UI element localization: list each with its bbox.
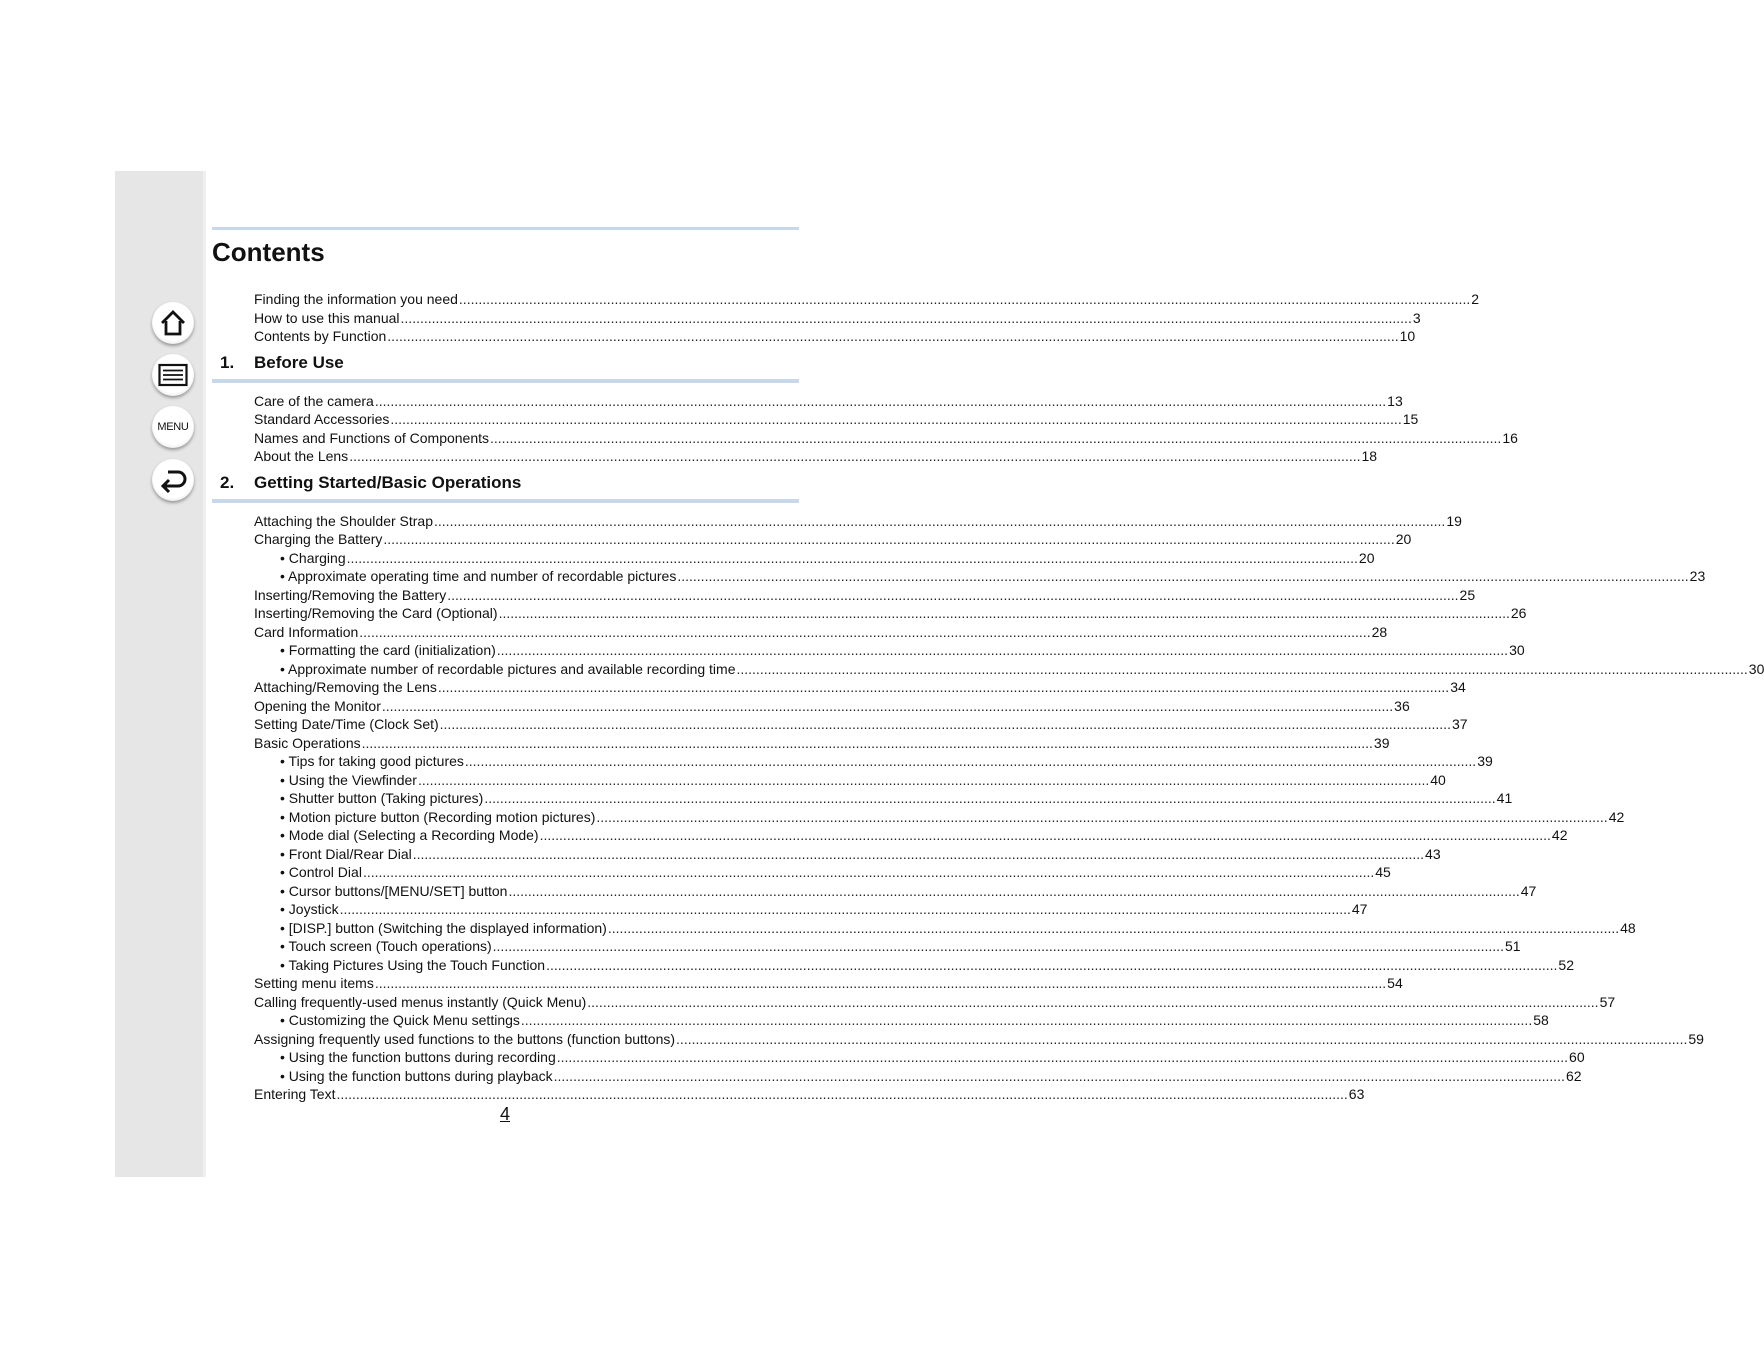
toc-entry-page: 51 [1504,938,1521,954]
toc-entry[interactable] [212,392,1403,411]
section-number: 2. [220,472,235,492]
toc-leader-dots: .................................................................................................................................................................................................................................................................... [484,790,1496,806]
toc-entry-page: 2 [1471,291,1480,307]
toc-leader-dots: .................................................................................................................................................................................................................................................................... [496,642,1509,658]
toc-entry-page: 3 [1412,309,1421,326]
toc-leader-dots: .................................................................................................................................................................................................................................................................... [387,328,1399,344]
toc-entry[interactable] [212,410,1419,429]
toc-leader-dots: .................................................................................................................................................................................................................................................................... [374,392,1387,409]
toc-entry[interactable] [212,429,1518,448]
toc-leader-dots: .................................................................................................................................................................................................................................................................... [447,586,1459,603]
toc-entry-page: 54 [1387,975,1403,991]
toc-entry[interactable] [212,937,1521,956]
toc-entry-label: • Approximate number of recordable pictures and available recording time [280,660,736,677]
toc-entry-page: 20 [1358,549,1375,566]
toc-leader-dots: .................................................................................................................................................................................................................................................................... [336,1086,1348,1102]
menu-label: MENU [157,421,189,433]
toc-entry-page: 28 [1371,623,1388,640]
toc-entry-label: • Approximate operating time and number of recordable pictures [280,568,677,584]
toc-entry[interactable] [212,1030,1704,1049]
toc-entry-label: • Tips for taking good pictures [280,753,464,769]
toc-entry[interactable] [212,771,1446,790]
toc-entry-label: • Joystick [280,901,339,917]
toc-leader-dots: .................................................................................................................................................................................................................................................................... [520,1012,1533,1028]
toc-leader-dots: .................................................................................................................................................................................................................................................................... [412,845,1425,862]
toc-entry[interactable] [212,845,1441,864]
section-title: Before Use [254,352,344,372]
toc-leader-dots: .................................................................................................................................................................................................................................................................... [374,975,1387,991]
back-button[interactable] [152,459,194,501]
section-rule [212,379,799,383]
toc-entry-page: 16 [1502,429,1518,446]
toc-entry-label: • Using the function buttons during recording [280,1049,556,1065]
toc-entry-label: Care of the camera [254,392,374,409]
toc-entry[interactable] [212,919,1636,938]
toc-entry[interactable] [212,993,1616,1012]
toc-leader-dots: .................................................................................................................................................................................................................................................................... [553,1067,1565,1084]
page-number[interactable]: 4 [500,1104,511,1124]
toc-entry-label: Card Information [254,623,359,640]
toc-entry-page: 10 [1399,328,1416,344]
toc-leader-dots: .................................................................................................................................................................................................................................................................... [677,568,1689,584]
toc-entry-page: 20 [1395,531,1412,547]
toc-entry-page: 48 [1620,919,1636,936]
toc-entry-page: 42 [1551,827,1568,843]
toc-entry[interactable] [212,309,1421,328]
toc-entry-page: 19 [1446,512,1462,529]
toc-leader-dots: .................................................................................................................................................................................................................................................................... [362,864,1375,880]
toc-entry-label: • Customizing the Quick Menu settings [280,1012,520,1028]
toc-entry-label: About the Lens [254,448,349,464]
toc-leader-dots: .................................................................................................................................................................................................................................................................... [400,309,1412,326]
toc-leader-dots: .................................................................................................................................................................................................................................................................... [390,411,1402,427]
back-arrow-icon [159,467,187,493]
toc-leader-dots: .................................................................................................................................................................................................................................................................... [434,512,1446,529]
toc-leader-dots: .................................................................................................................................................................................................................................................................... [546,956,1558,973]
toc-entry[interactable] [212,1085,1365,1104]
toc-leader-dots: .................................................................................................................................................................................................................................................................... [596,808,1608,825]
menu-list-button[interactable] [152,406,194,448]
toc-entry-page: 18 [1361,448,1378,464]
toc-leader-dots: .................................................................................................................................................................................................................................................................... [607,919,1620,936]
toc-entry-page: 39 [1373,734,1390,751]
toc-entry[interactable] [212,327,1416,346]
toc-entry-page: 23 [1689,568,1706,584]
toc-entry[interactable] [212,882,1537,901]
toc-entry[interactable] [212,789,1513,808]
toc-entry-label: • Charging [280,549,346,566]
toc-entry[interactable] [212,863,1391,882]
toc-entry[interactable] [212,604,1527,623]
toc-entry-label: • Shutter button (Taking pictures) [280,790,484,806]
toc-entry[interactable] [212,1067,1582,1086]
toc-entry-page: 13 [1387,392,1403,409]
toc-entry[interactable] [212,641,1525,660]
toc-entry-label: Entering Text [254,1086,336,1102]
toc-entry[interactable] [212,974,1403,993]
toc-entry[interactable] [212,1048,1585,1067]
toc-leader-dots: .................................................................................................................................................................................................................................................................... [339,901,1351,917]
toc-entry-label: Inserting/Removing the Battery [254,586,447,603]
toc-entry-page: 47 [1520,882,1537,899]
toc-entry-page: 36 [1394,697,1410,714]
toc-leader-dots: .................................................................................................................................................................................................................................................................... [437,679,1450,695]
toc-leader-dots: .................................................................................................................................................................................................................................................................... [508,882,1520,899]
page-title: Contents [212,237,325,267]
toc-entry[interactable] [212,956,1574,975]
toc-entry-label: • Mode dial (Selecting a Recording Mode) [280,827,539,843]
toc-leader-dots: .................................................................................................................................................................................................................................................................... [736,660,1748,677]
toc-leader-dots: .................................................................................................................................................................................................................................................................... [587,993,1599,1010]
toc-entry[interactable] [212,660,1764,679]
toc-leader-dots: .................................................................................................................................................................................................................................................................... [359,623,1371,640]
toc-entry-label: How to use this manual [254,309,400,326]
toc-leader-dots: .................................................................................................................................................................................................................................................................... [346,549,1358,566]
toc-entry-label: Assigning frequently used functions to the buttons (function buttons) [254,1030,676,1047]
toc-entry-page: 60 [1569,1049,1585,1065]
toc-entry[interactable] [212,697,1410,716]
toc-entry-label: Names and Functions of Components [254,429,490,446]
toc-entry-page: 57 [1599,993,1616,1010]
toc-entry-page: 47 [1351,901,1368,917]
toc-entry[interactable] [212,900,1368,919]
toc-entry-page: 58 [1533,1012,1549,1028]
toc-entry[interactable] [212,290,1480,309]
toc-entry-page: 63 [1348,1086,1365,1102]
toc-leader-dots: .................................................................................................................................................................................................................................................................... [381,697,1394,714]
toc-entry-label: Setting menu items [254,975,374,991]
toc-entry-label: Attaching/Removing the Lens [254,679,437,695]
toc-leader-dots: .................................................................................................................................................................................................................................................................... [490,429,1502,446]
toc-entry-label: • Touch screen (Touch operations) [280,938,492,954]
toc-entry[interactable] [212,586,1476,605]
toc-entry-page: 30 [1509,642,1525,658]
toc-entry[interactable] [212,808,1625,827]
toc-entry-label: • Front Dial/Rear Dial [280,845,412,862]
toc-entry-label: Opening the Monitor [254,697,381,714]
toc-entry-page: 34 [1450,679,1466,695]
section-number: 1. [220,352,235,372]
toc-entry-label: Charging the Battery [254,531,383,547]
toc-entry[interactable] [212,530,1412,549]
toc-entry-label: • Using the Viewfinder [280,771,417,788]
toc-entry[interactable] [212,715,1468,734]
toc-leader-dots: .................................................................................................................................................................................................................................................................... [349,448,1361,464]
toc-entry-page: 62 [1565,1067,1582,1084]
toc-entry[interactable] [212,512,1462,531]
toc-entry-page: 40 [1430,771,1446,788]
toc-entry-label: Attaching the Shoulder Strap [254,512,434,529]
toc-leader-dots: .................................................................................................................................................................................................................................................................... [464,753,1477,769]
section-heading[interactable] [212,346,799,390]
toc-entry-page: 15 [1402,411,1419,427]
toc-entry[interactable] [212,1011,1549,1030]
toc-entry-label: Calling frequently-used menus instantly (Quick Menu) [254,993,587,1010]
toc-entry-page: 26 [1510,605,1527,621]
toc-leader-dots: .................................................................................................................................................................................................................................................................... [458,291,1471,307]
toc-entry-page: 52 [1558,956,1574,973]
toc-entry-page: 43 [1425,845,1441,862]
toc-entry[interactable] [212,678,1466,697]
toc-entry-page: 25 [1459,586,1476,603]
contents-button[interactable] [152,354,194,396]
section-heading[interactable] [212,466,799,510]
toc-entry-label: Inserting/Removing the Card (Optional) [254,605,498,621]
table-of-contents [212,290,1764,1104]
toc-entry[interactable] [212,826,1568,845]
title-rule [212,227,799,230]
toc-entry[interactable] [212,447,1378,466]
side-navigation-bar [115,171,206,1177]
toc-entry-label: Setting Date/Time (Clock Set) [254,716,439,732]
toc-leader-dots: .................................................................................................................................................................................................................................................................... [439,716,1451,732]
toc-leader-dots: .................................................................................................................................................................................................................................................................... [539,827,1551,843]
section-rule [212,499,799,503]
section-title: Getting Started/Basic Operations [254,472,522,492]
toc-entry[interactable] [212,752,1493,771]
toc-entry[interactable] [212,549,1375,568]
toc-entry-page: 59 [1688,1030,1704,1047]
toc-entry-label: • Control Dial [280,864,362,880]
toc-entry-label: • Formatting the card (initialization) [280,642,496,658]
toc-entry-page: 39 [1477,753,1493,769]
list-icon [158,363,188,387]
toc-leader-dots: .................................................................................................................................................................................................................................................................... [676,1030,1688,1047]
toc-entry[interactable] [212,623,1388,642]
toc-entry-label: • Taking Pictures Using the Touch Function [280,956,546,973]
home-icon [159,309,187,337]
toc-entry-page: 30 [1748,660,1764,677]
toc-entry-page: 37 [1451,716,1468,732]
toc-entry-label: Standard Accessories [254,411,390,427]
toc-entry-page: 45 [1375,864,1391,880]
toc-entry-label: • Motion picture button (Recording motion pictures) [280,808,596,825]
toc-entry-label: • Cursor buttons/[MENU/SET] button [280,882,508,899]
toc-leader-dots: .................................................................................................................................................................................................................................................................... [361,734,1373,751]
toc-leader-dots: .................................................................................................................................................................................................................................................................... [498,605,1510,621]
toc-entry-label: Basic Operations [254,734,361,751]
toc-leader-dots: .................................................................................................................................................................................................................................................................... [556,1049,1569,1065]
toc-entry[interactable] [212,734,1390,753]
toc-entry-label: Finding the information you need [254,291,458,307]
toc-entry-label: • Using the function buttons during playback [280,1067,553,1084]
toc-leader-dots: .................................................................................................................................................................................................................................................................... [383,531,1395,547]
home-button[interactable] [152,302,194,344]
toc-entry-label: • [DISP.] button (Switching the displayed information) [280,919,607,936]
toc-entry-page: 42 [1608,808,1625,825]
toc-leader-dots: .................................................................................................................................................................................................................................................................... [417,771,1430,788]
toc-leader-dots: .................................................................................................................................................................................................................................................................... [492,938,1504,954]
toc-entry-page: 41 [1496,790,1513,806]
toc-entry-label: Contents by Function [254,328,387,344]
toc-entry[interactable] [212,567,1706,586]
